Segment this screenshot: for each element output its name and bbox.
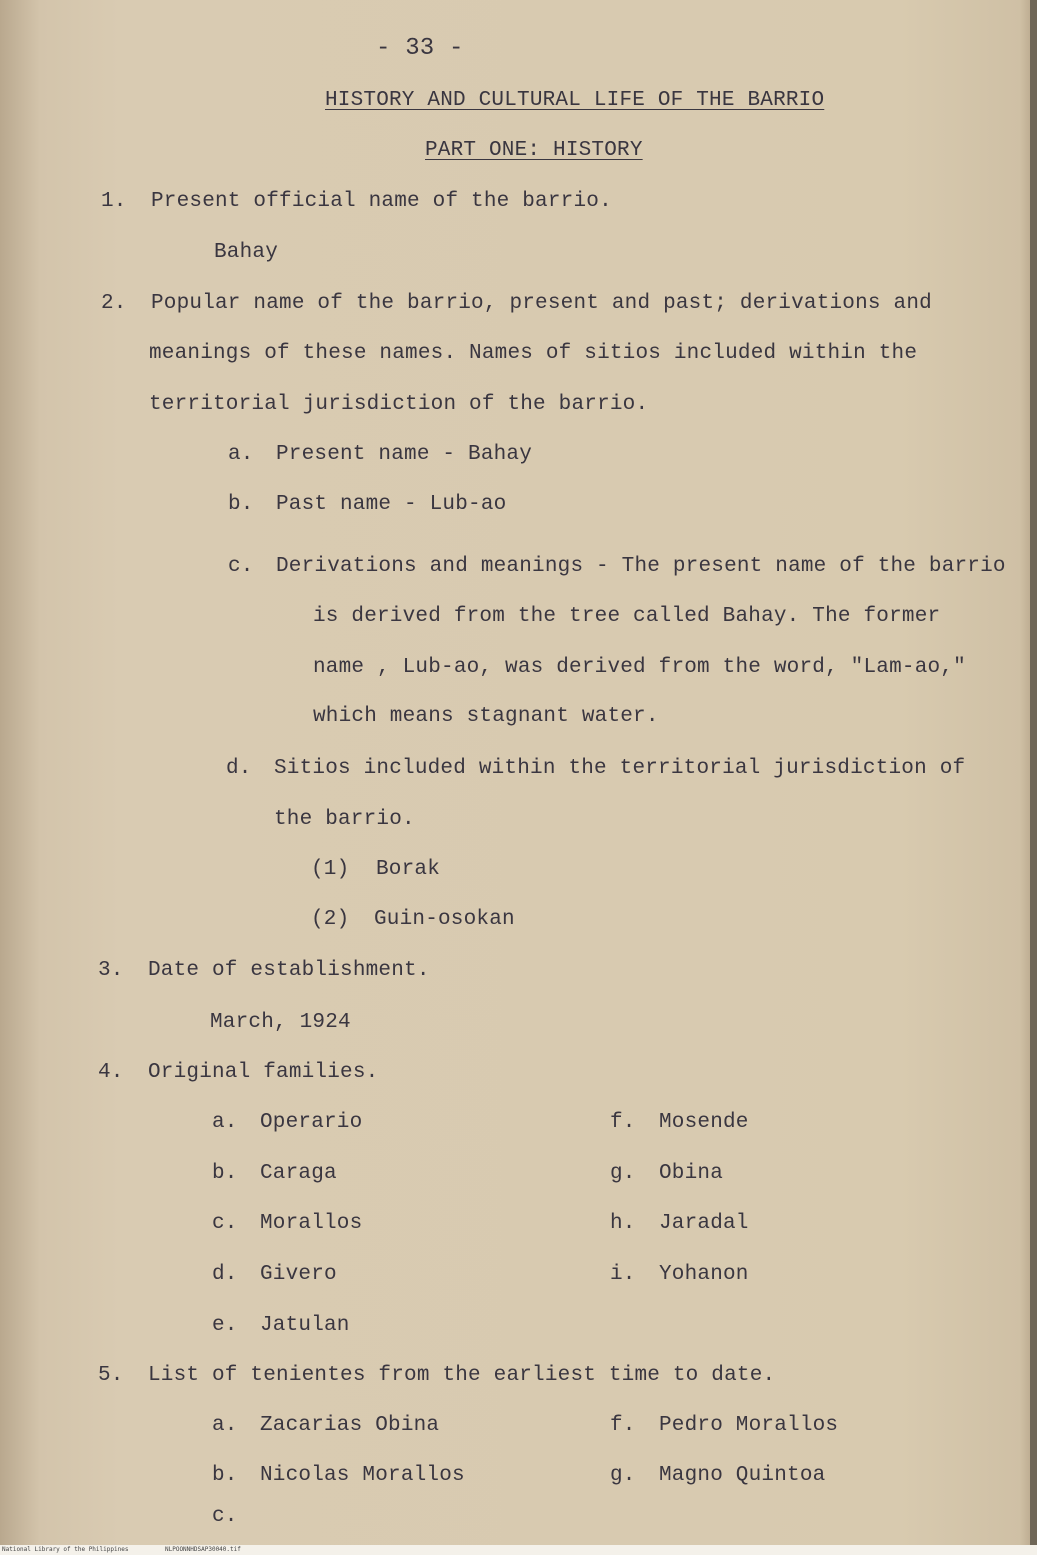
question-text: Date of establishment.	[148, 959, 430, 982]
subitem-text: the barrio.	[274, 808, 415, 831]
family-letter: c.	[212, 1212, 238, 1235]
page-number: - 33 -	[376, 35, 464, 62]
item-number: 2.	[101, 292, 127, 315]
footer-filename: NLPOONNHDSAP30040.tif	[165, 1546, 241, 1553]
item-number: 1.	[101, 190, 127, 213]
subitem-letter: d.	[226, 757, 252, 780]
teniente-name: Zacarias Obina	[260, 1414, 440, 1437]
teniente-letter: b.	[212, 1464, 238, 1487]
family-letter: g.	[610, 1162, 636, 1185]
subitem-text: which means stagnant water.	[313, 705, 659, 728]
answer-text: Bahay	[214, 241, 279, 264]
family-letter: i.	[610, 1263, 636, 1286]
teniente-letter: g.	[610, 1464, 636, 1487]
teniente-name: Pedro Morallos	[659, 1414, 839, 1437]
family-name: Jatulan	[260, 1314, 350, 1337]
subitem-letter: c.	[228, 555, 254, 578]
subitem-letter: b.	[228, 493, 254, 516]
family-letter: b.	[212, 1162, 238, 1185]
question-text: territorial jurisdiction of the barrio.	[149, 393, 649, 416]
family-name: Morallos	[260, 1212, 363, 1235]
subitem-text: Derivations and meanings - The present name of the barrio	[276, 555, 1006, 578]
item-number: 3.	[98, 959, 124, 982]
sitio-number: (2)	[311, 908, 350, 931]
question-text: Present official name of the barrio.	[151, 190, 612, 213]
family-name: Jaradal	[659, 1212, 749, 1235]
subitem-letter: a.	[228, 443, 254, 466]
question-text: meanings of these names. Names of sitios included within the	[149, 342, 918, 365]
subitem-text: Past name - Lub-ao	[276, 493, 507, 516]
item-number: 5.	[98, 1364, 124, 1387]
part-title: PART ONE: HISTORY	[425, 139, 643, 162]
sitio-name: Guin-osokan	[374, 908, 515, 931]
document-title: HISTORY AND CULTURAL LIFE OF THE BARRIO	[325, 89, 825, 112]
teniente-name: Nicolas Morallos	[260, 1464, 465, 1487]
family-name: Obina	[659, 1162, 724, 1185]
item-number: 4.	[98, 1061, 124, 1084]
family-letter: e.	[212, 1314, 238, 1337]
family-name: Caraga	[260, 1162, 337, 1185]
family-name: Yohanon	[659, 1263, 749, 1286]
teniente-letter: a.	[212, 1414, 238, 1437]
subitem-text: name , Lub-ao, was derived from the word, "Lam-ao,"	[313, 656, 966, 679]
family-name: Operario	[260, 1111, 363, 1134]
scan-footer	[0, 1545, 1037, 1555]
subitem-text: Sitios included within the territorial jurisdiction of	[274, 757, 966, 780]
teniente-name: Magno Quintoa	[659, 1464, 826, 1487]
page-edge	[1030, 0, 1037, 1545]
teniente-letter: f.	[610, 1414, 636, 1437]
teniente-letter: c.	[212, 1505, 238, 1528]
family-name: Givero	[260, 1263, 337, 1286]
question-text: Popular name of the barrio, present and past; derivations and	[151, 292, 932, 315]
sitio-name: Borak	[376, 858, 441, 881]
family-letter: d.	[212, 1263, 238, 1286]
family-letter: a.	[212, 1111, 238, 1134]
question-text: List of tenientes from the earliest time to date.	[148, 1364, 776, 1387]
family-letter: h.	[610, 1212, 636, 1235]
subitem-text: Present name - Bahay	[276, 443, 533, 466]
sitio-number: (1)	[311, 858, 350, 881]
footer-library: National Library of the Philippines	[2, 1546, 129, 1553]
subitem-text: is derived from the tree called Bahay. The former	[313, 605, 941, 628]
answer-text: March, 1924	[210, 1011, 351, 1034]
family-name: Mosende	[659, 1111, 749, 1134]
family-letter: f.	[610, 1111, 636, 1134]
question-text: Original families.	[148, 1061, 379, 1084]
